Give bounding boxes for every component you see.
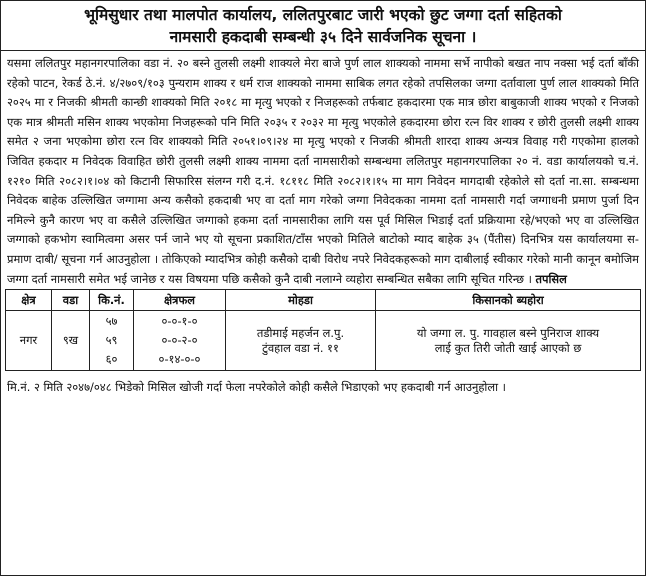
boundary-line: तडीमाई महर्जन ल.पु. bbox=[256, 325, 345, 340]
cell-farmer bbox=[376, 311, 641, 371]
header-ward: वडा bbox=[52, 290, 90, 311]
table-row bbox=[6, 311, 641, 371]
notice-title-line-2: नामसारी हकदाबी सम्बन्धी ३५ दिने सार्वजनिक सूचना । bbox=[169, 28, 477, 46]
schedule-label: तपसिल bbox=[535, 271, 567, 286]
cell-boundary bbox=[226, 311, 376, 371]
kitta-value: ५९ bbox=[105, 333, 118, 348]
size-value: ०-०-२-० bbox=[161, 333, 198, 348]
notice-footer: मि.नं. २ मिति २०४७/०४८ भिडेको मिसिल खोजी गर्दा फेला नपरेकोले कोही कसैले भिडाएको भए हकदाबी गर्न आउनुहोला । bbox=[7, 380, 506, 395]
header-boundary: मोहडा bbox=[226, 290, 376, 311]
header-farmer: किसानको ब्यहोरा bbox=[376, 290, 641, 311]
table-header-row bbox=[6, 290, 641, 311]
header-size: क्षेत्रफल bbox=[134, 290, 226, 311]
notice-title bbox=[1, 1, 645, 51]
header-area: क्षेत्र bbox=[6, 290, 52, 311]
size-value: ०-०-१-० bbox=[161, 314, 198, 329]
cell-kitta bbox=[90, 311, 134, 371]
kitta-value: ६० bbox=[105, 352, 118, 367]
header-kitta: कि.नं. bbox=[90, 290, 134, 311]
cell-area: नगर bbox=[6, 311, 52, 371]
farmer-line: यो जग्गा ल. पु. गावहाल बस्ने पुनिराज शाक्य bbox=[416, 325, 600, 340]
land-details-table bbox=[5, 289, 641, 371]
boundary-line: टुंवहाल वडा नं. ११ bbox=[262, 340, 339, 355]
size-value: ०-१४-०-० bbox=[158, 352, 201, 367]
farmer-line: लाई कुत तिरी जोती खाई आएको छ bbox=[434, 340, 582, 355]
kitta-value: ५७ bbox=[105, 314, 118, 329]
notice-body bbox=[1, 51, 645, 289]
notice-title-line-1: भूमिसुधार तथा मालपोत कार्यालय, ललितपुरबाट जारी भएको छुट जग्गा दर्ता सहितको bbox=[84, 6, 562, 24]
notice-body-text: यसमा ललितपुर महानगरपालिका वडा नं. २० बस्ने तुलसी लक्ष्मी शाक्यले मेरा बाजे पुर्ण लाल शाक्यको नाममा सर्भे नापीको बखत नाप नक्सा भई दर्ता बाँकी रहेको पाटन, रेकर्ड ठे.नं. ४/२७०९/१०३ पुन्यराम शाक्य र धर्म राज शाक्यको नाममा साबिक लगत रहेको तपसिलका जग्गा दर्तावाला पुर्ण लाल शाक्यको मिति २०२५ मा र निजकी श्रीमती कान्छी शाक्यको मिति २०१८ मा मृत्यु भएको र निजहरूको तर्फबाट हकदारमा एक मात्र छोरा बाबुकाजी शाक्य भएको र निजको एक मात्र श्रीमती मसिन शाक्य भएकोमा निजहरूको पनि मिति २०३५ र २०३२ मा मृत्यु भएकोले हकदारमा छोरा रत्न विर शाक्य र छोरी तुलसी लक्ष्मी शाक्य समेत २ जना भएकोमा छोरा रत्न विर शाक्यको मिति २०५१।०९।२४ मा मृत्यु भएको र निजकी श्रीमती शारदा शाक्य अन्यत्र विवाह गरी गएकोमा हालको जिवित हकदार म निवेदक विवाहित छोरी तुलसी लक्ष्मी शाक्य नाममा दर्ता नामसारीको सम्बन्धमा ललितपुर महानगरपालिका २० नं. वडा कार्यालयको च.नं. १२१० मिति २०८२।१।०४ को किटानी सिफारिस संलग्न गरी द.नं. १८११८ मिति २०८२।१।१५ मा माग निवेदन मागदाबी रहेकोले सो दर्ता ना.सा. सम्बन्धमा निवेदक बाहेक उल्लिखित जग्गामा अन्य कसैको हकदाबी भए वा दर्ता माग गरेको जग्गा निवेदकका नाममा दर्ता नामसारी गर्दा जग्गाधनी प्रमाण पुर्जा दिन नमिल्ने कुनै कारण भए वा कसैले उल्लिखित जग्गाको हकमा दर्ता नामसारीका लागि यस पूर्व मिसिल भिडाई दर्ता प्रक्रियामा रहे/भएको भए वा उल्लिखित जग्गाको हकभोग स्वामित्वमा असर पर्न जाने भए यो सूचना प्रकाशित/टाँस भएको मितिले बाटोको म्याद बाहेक ३५ (पैंतीस) दिनभित्र यस कार्यालयमा स-प्रमाण दाबी/ सूचना गर्न आउनुहोला । तोकिएको म्यादभित्र कोही कसैको दाबी विरोध नपरे निवेदकहरूको माग दाबीलाई स्वीकार गरेको मानी कानून बमोजिम जग्गा दर्ता नामसारी समेत भई जानेछ र यस विषयमा पछि कसैको कुनै दाबी नलाग्ने व्यहोरा सम्बन्धित सबैका लागि सूचित गरिन्छ । bbox=[7, 56, 639, 286]
cell-size bbox=[134, 311, 226, 371]
cell-ward: ९ख bbox=[52, 311, 90, 371]
